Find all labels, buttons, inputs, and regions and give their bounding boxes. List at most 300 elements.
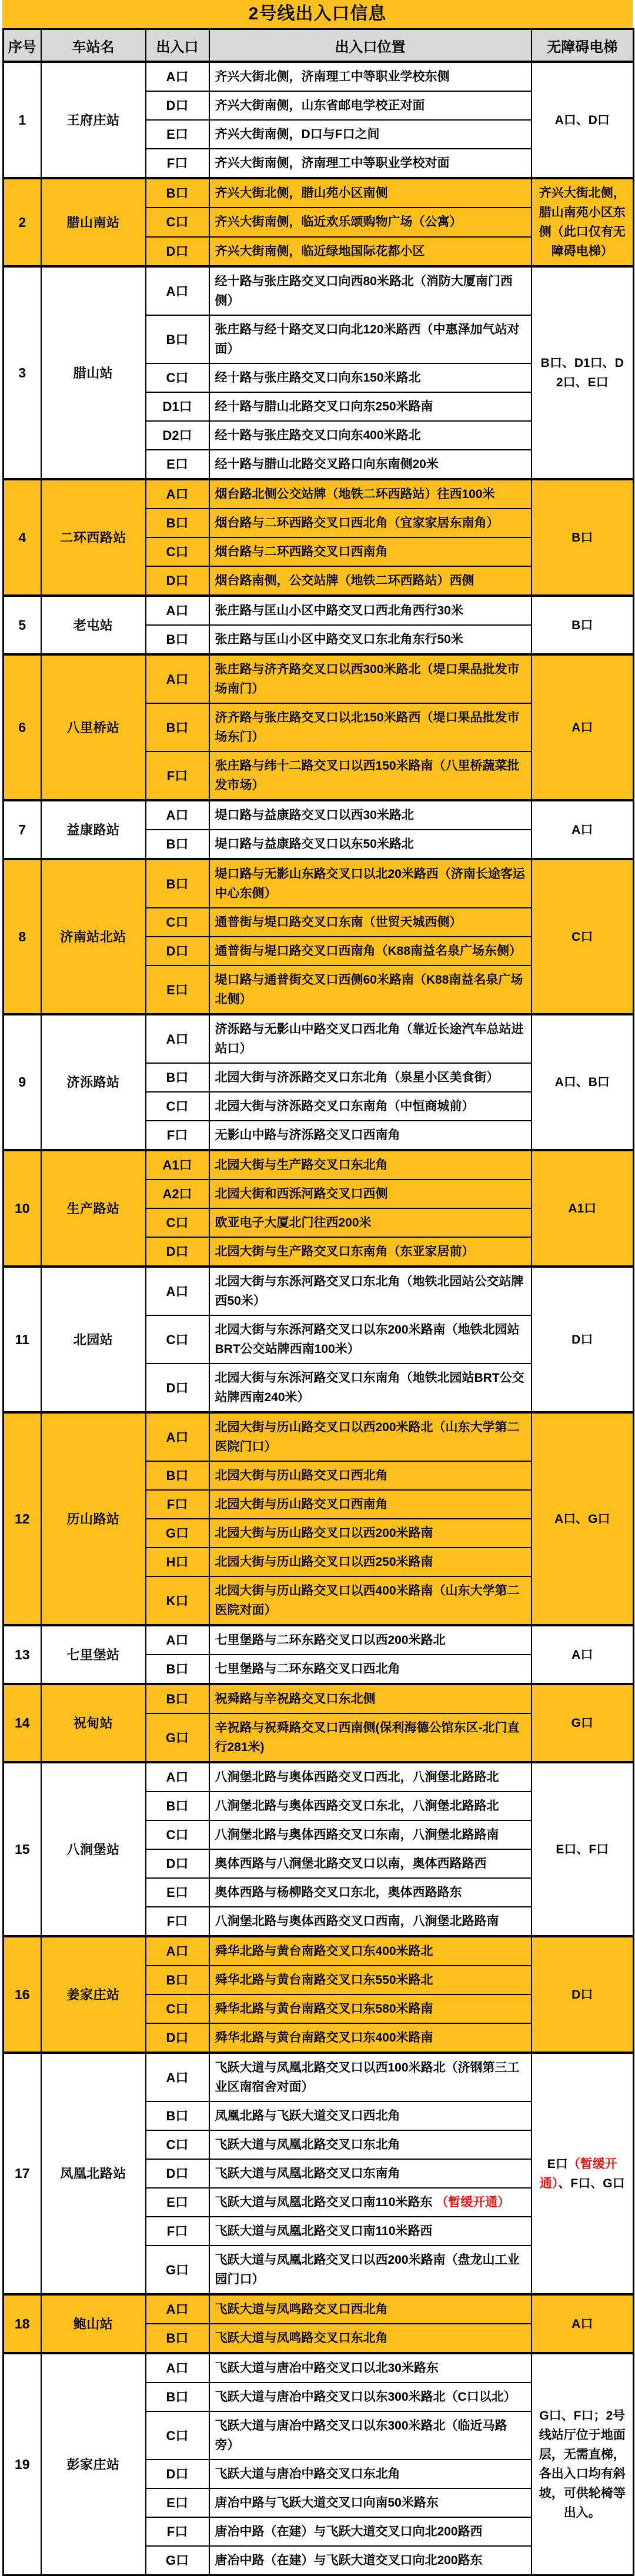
text-segment: 齐兴大街北侧，济南理工中等职业学校东侧 bbox=[215, 70, 450, 83]
location-cell bbox=[209, 2188, 532, 2217]
station-row bbox=[4, 1267, 634, 1315]
location-cell bbox=[209, 178, 532, 208]
text-segment: B口 bbox=[166, 1070, 189, 1085]
text-segment: 北园大街与历山路交叉口以西250米路南 bbox=[215, 1555, 433, 1569]
location-cell bbox=[209, 2353, 532, 2383]
gate-cell bbox=[146, 1966, 209, 1994]
gate-cell bbox=[146, 2053, 209, 2101]
text-segment: 飞跃大道与唐冶中路交叉口以东300米路北（临近马路旁） bbox=[215, 2419, 507, 2452]
text-segment: 飞跃大道与凤凰北路交叉口东北角 bbox=[215, 2138, 400, 2151]
text-segment: G口 bbox=[571, 1716, 593, 1730]
text-segment: 北园大街与历山路交叉口以西400米路南（山东大学第二医院对面） bbox=[215, 1584, 520, 1617]
location-cell bbox=[209, 363, 532, 392]
gate-cell bbox=[146, 2023, 209, 2053]
elevator-cell bbox=[532, 178, 634, 266]
gate-cell bbox=[146, 1092, 209, 1121]
text-segment: 14 bbox=[14, 1715, 30, 1730]
text-segment: 18 bbox=[14, 2316, 30, 2331]
seq-cell bbox=[4, 1936, 41, 2053]
text-segment: A口 bbox=[166, 2302, 189, 2317]
text-segment: G口 bbox=[165, 1526, 189, 1541]
text-segment: C口 bbox=[166, 2137, 189, 2152]
gate-cell bbox=[146, 1063, 209, 1092]
location-cell bbox=[209, 2546, 532, 2575]
elevator-cell bbox=[532, 2294, 634, 2353]
gate-cell bbox=[146, 2460, 209, 2488]
gate-cell bbox=[146, 908, 209, 937]
text-segment: 济泺路站 bbox=[66, 1075, 120, 1090]
gate-cell bbox=[146, 1849, 209, 1878]
text-segment: 齐兴大街南侧，山东省邮电学校正对面 bbox=[215, 99, 425, 112]
gate-cell bbox=[146, 1014, 209, 1063]
elevator-cell bbox=[532, 654, 634, 800]
location-cell bbox=[209, 1792, 532, 1820]
gate-cell bbox=[146, 2217, 209, 2246]
text-segment: D1口 bbox=[162, 399, 192, 414]
text-segment: 唐冶中路（在建）与飞跃大道交叉口向北200路东 bbox=[215, 2554, 483, 2567]
station-name-cell bbox=[41, 2053, 146, 2294]
gate-cell bbox=[146, 625, 209, 654]
text-segment: A口 bbox=[166, 283, 189, 299]
text-segment: 凤凰北路站 bbox=[60, 2166, 126, 2181]
location-cell bbox=[209, 2411, 532, 2460]
text-segment: 益康路站 bbox=[66, 822, 120, 837]
seq-cell bbox=[4, 654, 41, 800]
station-name-cell bbox=[41, 266, 146, 479]
text-segment: 北园大街和西泺河路交叉口西侧 bbox=[215, 1187, 388, 1201]
gate-cell bbox=[146, 2383, 209, 2411]
text-segment: 齐兴大街南侧，临近欢乐颂购物广场（公寓） bbox=[215, 215, 462, 229]
elevator-cell bbox=[532, 1150, 634, 1267]
station-row bbox=[4, 2053, 634, 2101]
text-segment: 15 bbox=[14, 1841, 30, 1857]
elevator-cell bbox=[532, 1684, 634, 1762]
gate-cell bbox=[146, 1820, 209, 1849]
seq-cell bbox=[4, 266, 41, 479]
line2-entrance-table bbox=[2, 28, 634, 2576]
location-cell bbox=[209, 1364, 532, 1412]
text-segment: C口 bbox=[166, 544, 189, 559]
gate-cell bbox=[146, 2517, 209, 2546]
gate-cell bbox=[146, 1490, 209, 1519]
elevator-cell bbox=[532, 62, 634, 178]
gate-cell bbox=[146, 1907, 209, 1936]
text-segment: D口 bbox=[166, 944, 189, 958]
location-cell bbox=[209, 237, 532, 266]
location-cell bbox=[209, 120, 532, 149]
station-row bbox=[4, 2294, 634, 2324]
text-segment: 飞跃大道与唐冶中路交叉口东北角 bbox=[215, 2467, 400, 2481]
text-segment: A口 bbox=[166, 1633, 189, 1648]
text-segment: 、F口、G口 bbox=[558, 2176, 625, 2190]
location-cell bbox=[209, 1121, 532, 1150]
elevator-cell bbox=[532, 1014, 634, 1150]
elevator-cell bbox=[532, 1412, 634, 1625]
gate-cell bbox=[146, 1576, 209, 1625]
seq-cell bbox=[4, 800, 41, 859]
text-segment: 历山路站 bbox=[66, 1511, 120, 1526]
text-segment: A口 bbox=[166, 1770, 189, 1785]
column-header-gate: 出入口 bbox=[146, 29, 209, 62]
seq-cell bbox=[4, 1762, 41, 1936]
location-cell bbox=[209, 1966, 532, 1994]
seq-cell bbox=[4, 1150, 41, 1267]
text-segment: B口 bbox=[166, 1799, 189, 1813]
location-cell bbox=[209, 392, 532, 421]
location-cell bbox=[209, 830, 532, 859]
elevator-cell bbox=[532, 1267, 634, 1412]
text-segment: 八涧堡北路与奥体西路交叉口西南，八涧堡北路路南 bbox=[215, 1915, 499, 1928]
location-cell bbox=[209, 654, 532, 703]
text-segment: G口 bbox=[165, 1730, 189, 1745]
location-cell bbox=[209, 509, 532, 537]
gate-cell bbox=[146, 751, 209, 800]
elevator-cell bbox=[532, 800, 634, 859]
text-segment: 飞跃大道与凤凰北路交叉口东南角 bbox=[215, 2167, 400, 2180]
gate-cell bbox=[146, 208, 209, 236]
column-header-location: 出入口位置 bbox=[209, 29, 532, 62]
text-segment: 唐冶中路与飞跃大道交叉口向南50米路东 bbox=[215, 2496, 439, 2510]
location-cell bbox=[209, 1315, 532, 1364]
gate-cell bbox=[146, 596, 209, 625]
text-segment: A口 bbox=[572, 2317, 593, 2331]
text-segment: 北园大街与东泺河路交叉口东北角（地铁北园站公交站牌西50米） bbox=[215, 1275, 524, 1308]
station-row bbox=[4, 178, 634, 208]
location-cell bbox=[209, 479, 532, 509]
text-segment: B口 bbox=[572, 530, 593, 544]
location-cell bbox=[209, 566, 532, 596]
text-segment: F口 bbox=[166, 2524, 188, 2539]
gate-cell bbox=[146, 703, 209, 751]
text-segment: 八涧堡北路与奥体西路交叉口西北，八涧堡北路路北 bbox=[215, 1770, 499, 1784]
gate-cell bbox=[146, 1548, 209, 1576]
text-segment: 老屯站 bbox=[73, 617, 113, 633]
station-row bbox=[4, 859, 634, 908]
text-segment: 彭家庄站 bbox=[66, 2457, 120, 2472]
elevator-cell bbox=[532, 1762, 634, 1936]
location-cell bbox=[209, 2324, 532, 2353]
station-row bbox=[4, 1625, 634, 1655]
location-cell bbox=[209, 421, 532, 450]
location-cell bbox=[209, 751, 532, 800]
text-segment: B口 bbox=[166, 1468, 189, 1483]
header-row bbox=[4, 29, 634, 62]
location-cell bbox=[209, 1820, 532, 1849]
gate-cell bbox=[146, 830, 209, 859]
text-segment: A口 bbox=[166, 1031, 189, 1047]
location-cell bbox=[209, 2053, 532, 2101]
gate-cell bbox=[146, 2159, 209, 2188]
location-cell bbox=[209, 1519, 532, 1548]
text-segment: 奥体西路与八涧堡北路交叉口以南，奥体西路路西 bbox=[215, 1857, 487, 1870]
location-cell bbox=[209, 1412, 532, 1461]
text-segment: 飞跃大道与唐冶中路交叉口以东300米路北（C口以北） bbox=[215, 2390, 516, 2404]
page-title: 2号线出入口信息 bbox=[2, 0, 633, 28]
location-cell bbox=[209, 450, 532, 479]
text-segment: 欧亚电子大厦北门往西200米 bbox=[215, 1216, 372, 1229]
location-cell bbox=[209, 1576, 532, 1625]
seq-cell bbox=[4, 2353, 41, 2575]
text-segment: F口 bbox=[166, 2224, 188, 2238]
text-segment: 烟台路与二环西路交叉口西北角（宜家家居东南角） bbox=[215, 516, 499, 530]
station-row bbox=[4, 1014, 634, 1063]
text-segment: 17 bbox=[14, 2166, 30, 2181]
text-segment: 齐兴大街南侧，临近绿地国际花都小区 bbox=[215, 244, 425, 258]
text-segment: 张庄路与匡山小区中路交叉口东北角东行50米 bbox=[215, 633, 463, 646]
gate-cell bbox=[146, 1208, 209, 1237]
gate-cell bbox=[146, 1762, 209, 1792]
sheet bbox=[2, 0, 633, 2576]
text-segment: 烟台路与二环西路交叉口西南角 bbox=[215, 545, 388, 559]
text-segment: 北园大街与东泺河路交叉口以东200米路南（地铁北园站BRT公交站牌西南100米） bbox=[215, 1323, 520, 1356]
text-segment: 祝舜路与辛祝路交叉口东北侧 bbox=[215, 1692, 376, 1706]
gate-cell bbox=[146, 965, 209, 1014]
text-segment: 9 bbox=[18, 1074, 26, 1090]
text-segment: B口 bbox=[572, 618, 593, 632]
text-segment: 5 bbox=[18, 617, 26, 633]
text-segment: 16 bbox=[14, 1986, 30, 2002]
text-segment: 飞跃大道与凤凰北路交叉口以西100米路北（济钢第三工业区南宿舍对面） bbox=[215, 2061, 520, 2094]
location-cell bbox=[209, 1092, 532, 1121]
location-cell bbox=[209, 1208, 532, 1237]
gate-cell bbox=[146, 363, 209, 392]
elevator-cell bbox=[532, 596, 634, 654]
elevator-cell bbox=[532, 1625, 634, 1684]
seq-cell bbox=[4, 1684, 41, 1762]
text-segment: C口 bbox=[166, 1332, 189, 1347]
station-name-cell bbox=[41, 859, 146, 1014]
text-segment: 北园大街与历山路交叉口西南角 bbox=[215, 1498, 388, 1511]
text-segment: D口 bbox=[166, 2030, 189, 2045]
station-name-cell bbox=[41, 1936, 146, 2053]
station-name-cell bbox=[41, 479, 146, 596]
text-segment: F口 bbox=[166, 1914, 188, 1929]
text-segment: A口 bbox=[572, 1648, 593, 1662]
text-segment: C口 bbox=[166, 215, 189, 230]
elevator-cell bbox=[532, 479, 634, 596]
text-segment: B口 bbox=[166, 876, 189, 891]
gate-cell bbox=[146, 1713, 209, 1762]
gate-cell bbox=[146, 1625, 209, 1655]
text-segment: B口 bbox=[166, 1973, 189, 1987]
text-segment: 8 bbox=[18, 928, 26, 944]
station-name-cell bbox=[41, 1412, 146, 1625]
text-segment: C口 bbox=[166, 2428, 189, 2443]
text-segment: 经十路与腊山北路交叉路口向东南侧20米 bbox=[215, 457, 439, 471]
text-segment: A口 bbox=[166, 671, 189, 687]
text-segment: A口 bbox=[166, 808, 189, 823]
gate-cell bbox=[146, 2546, 209, 2575]
text-segment: 烟台路北侧公交站牌（地铁二环西路站）往西100米 bbox=[215, 487, 495, 501]
text-segment: A口 bbox=[166, 487, 189, 502]
gate-cell bbox=[146, 1461, 209, 1490]
location-cell bbox=[209, 965, 532, 1014]
text-segment: 经十路与张庄路交叉口向东150米路北 bbox=[215, 371, 421, 385]
text-segment: 七里堡站 bbox=[66, 1647, 120, 1662]
text-segment: C口 bbox=[166, 1827, 189, 1842]
location-cell bbox=[209, 2130, 532, 2159]
gate-cell bbox=[146, 2488, 209, 2517]
text-segment: B口 bbox=[166, 1692, 189, 1706]
station-name-cell bbox=[41, 1762, 146, 1936]
text-segment: F口 bbox=[166, 1497, 188, 1512]
text-segment: 6 bbox=[18, 719, 26, 735]
elevator-cell bbox=[532, 2353, 634, 2575]
text-segment: 辛祝路与祝舜路交叉口西南侧(保利海德公馆东区-北门直行281米) bbox=[215, 1721, 520, 1754]
text-segment: A口 bbox=[166, 1284, 189, 1299]
gate-cell bbox=[146, 178, 209, 208]
text-segment: E口 bbox=[166, 127, 188, 142]
station-row bbox=[4, 1412, 634, 1461]
station-name-cell bbox=[41, 1014, 146, 1150]
text-segment: 堤口路与益康路交叉口以西30米路北 bbox=[215, 808, 414, 822]
station-row bbox=[4, 479, 634, 509]
text-segment: 经十路与张庄路交叉口向西80米路北（消防大厦南门西侧） bbox=[215, 275, 513, 308]
text-segment: E口 bbox=[166, 2495, 188, 2510]
text-segment: 经十路与腊山北路交叉口向东250米路南 bbox=[215, 400, 433, 413]
seq-cell bbox=[4, 596, 41, 654]
gate-cell bbox=[146, 2411, 209, 2460]
column-header-seq: 序号 bbox=[4, 29, 41, 62]
text-segment: 堤口路与通普街交叉口西侧60米路南（K88南益名泉广场北侧） bbox=[215, 973, 523, 1006]
location-cell bbox=[209, 2217, 532, 2246]
text-segment: 腊山南站 bbox=[66, 215, 120, 230]
text-segment: F口 bbox=[166, 156, 188, 171]
text-segment: D口 bbox=[166, 573, 189, 588]
station-row bbox=[4, 1762, 634, 1792]
text-segment: C口 bbox=[166, 915, 189, 930]
gate-cell bbox=[146, 1180, 209, 1208]
text-segment: 飞跃大道与唐冶中路交叉口以北30米路东 bbox=[215, 2361, 439, 2375]
text-segment: A口 bbox=[166, 2070, 189, 2085]
text-segment: 北园大街与东泺河路交叉口东南角（地铁北园站BRT公交站牌西南240米） bbox=[215, 1371, 524, 1404]
text-segment: 张庄路与济齐路交叉口以西300米路北（堤口果品批发市场南门） bbox=[215, 663, 520, 696]
text-segment: 经十路与张庄路交叉口向东400米路北 bbox=[215, 429, 421, 442]
text-segment: A口 bbox=[166, 2361, 189, 2375]
text-segment: E口 bbox=[547, 2157, 568, 2171]
text-segment: A1口 bbox=[162, 1158, 192, 1172]
text-segment: 北园大街与生产路交叉口东南角（东亚家居前） bbox=[215, 1245, 474, 1258]
gate-cell bbox=[146, 1315, 209, 1364]
text-segment: B口 bbox=[166, 2109, 189, 2123]
text-segment: 12 bbox=[14, 1511, 30, 1526]
location-cell bbox=[209, 859, 532, 908]
text-segment: C口 bbox=[166, 1215, 189, 1230]
elevator-cell bbox=[532, 859, 634, 1014]
seq-cell bbox=[4, 859, 41, 1014]
gate-cell bbox=[146, 1150, 209, 1180]
text-segment: 姜家庄站 bbox=[66, 1987, 120, 2002]
text-segment: 张庄路与经十路交叉口向北120米路西（中惠泽加气站对面） bbox=[215, 323, 520, 356]
station-name-cell bbox=[41, 1267, 146, 1412]
text-segment: 八涧堡北路与奥体西路交叉口东南，八涧堡北路路南 bbox=[215, 1828, 499, 1842]
location-cell bbox=[209, 1180, 532, 1208]
gate-cell bbox=[146, 800, 209, 830]
text-segment: B口、D1口、D2口、E口 bbox=[540, 356, 624, 389]
text-segment: D口 bbox=[166, 1380, 189, 1395]
gate-cell bbox=[146, 421, 209, 450]
location-cell bbox=[209, 266, 532, 315]
station-name-cell bbox=[41, 2353, 146, 2575]
gate-cell bbox=[146, 1519, 209, 1548]
text-segment: B口 bbox=[166, 332, 189, 347]
text-segment: A2口 bbox=[162, 1187, 192, 1201]
text-segment: B口 bbox=[166, 516, 189, 530]
station-row bbox=[4, 654, 634, 703]
text-segment: E口、F口 bbox=[556, 1842, 609, 1856]
text-segment: 唐冶中路（在建）与飞跃大道交叉口向北200路西 bbox=[215, 2525, 483, 2538]
location-cell bbox=[209, 1849, 532, 1878]
station-row bbox=[4, 1150, 634, 1180]
text-segment: 7 bbox=[18, 821, 26, 837]
gate-cell bbox=[146, 937, 209, 965]
text-segment: 飞跃大道与凤凰北路交叉口南110米路西 bbox=[215, 2224, 433, 2238]
text-segment: 北园大街与历山路交叉口以西200米路南 bbox=[215, 1526, 433, 1540]
text-segment: D口 bbox=[166, 98, 189, 113]
text-segment: 张庄路与匡山小区中路交叉口西北角西行30米 bbox=[215, 604, 463, 617]
station-name-cell bbox=[41, 1150, 146, 1267]
table-header bbox=[4, 29, 634, 62]
table-body bbox=[4, 62, 634, 2575]
gate-cell bbox=[146, 1994, 209, 2023]
text-segment: 13 bbox=[14, 1646, 30, 1662]
text-segment: 齐兴大街北侧，腊山南苑小区东侧（此口仅有无障碍电梯） bbox=[539, 186, 626, 258]
text-segment: 齐兴大街北侧，腊山苑小区南侧 bbox=[215, 186, 388, 201]
text-segment: K口 bbox=[166, 1593, 189, 1608]
text-segment: 堤口路与无影山东路交叉口以北20米路西（济南长途客运中心东侧） bbox=[215, 867, 525, 900]
location-cell bbox=[209, 703, 532, 751]
text-segment: 北园大街与历山路交叉口以西200米路北（山东大学第二医院门口） bbox=[215, 1421, 520, 1454]
location-cell bbox=[209, 537, 532, 566]
text-segment: H口 bbox=[166, 1555, 189, 1569]
text-segment: 舜华北路与黄台南路交叉口东400米路北 bbox=[215, 1944, 433, 1958]
text-segment: 飞跃大道与凤鸣路交叉口东北角 bbox=[215, 2331, 388, 2345]
text-segment: C口 bbox=[166, 2002, 189, 2016]
location-cell bbox=[209, 2517, 532, 2546]
location-cell bbox=[209, 1655, 532, 1684]
gate-cell bbox=[146, 2324, 209, 2353]
text-segment: 七里堡路与二环东路交叉口西北角 bbox=[215, 1662, 400, 1676]
gate-cell bbox=[146, 120, 209, 149]
text-segment: A1口 bbox=[568, 1201, 597, 1215]
text-segment: 11 bbox=[15, 1331, 29, 1347]
text-segment: 济齐路与张庄路交叉口以北150米路西（堤口果品批发市场东门） bbox=[215, 711, 520, 744]
location-cell bbox=[209, 2294, 532, 2324]
location-cell bbox=[209, 2246, 532, 2294]
gate-cell bbox=[146, 1267, 209, 1315]
text-segment: 生产路站 bbox=[66, 1201, 120, 1216]
station-name-cell bbox=[41, 1625, 146, 1684]
text-segment: A口、D口 bbox=[554, 113, 610, 127]
text-segment: G口 bbox=[165, 2262, 189, 2277]
text-segment: 七里堡路与二环东路交叉口以西200米路北 bbox=[215, 1633, 446, 1647]
location-cell bbox=[209, 1936, 532, 1966]
text-segment: 1 bbox=[18, 112, 26, 128]
text-segment: D口 bbox=[166, 2467, 189, 2481]
gate-cell bbox=[146, 859, 209, 908]
station-row bbox=[4, 800, 634, 830]
text-segment: 烟台路南侧，公交站牌（地铁二环西路站）西侧 bbox=[215, 574, 474, 587]
text-segment: 济南站北站 bbox=[60, 929, 126, 944]
text-segment: A口 bbox=[166, 69, 189, 84]
gate-cell bbox=[146, 1792, 209, 1820]
column-header-station: 车站名 bbox=[41, 29, 146, 62]
seq-cell bbox=[4, 2053, 41, 2294]
text-segment: 飞跃大道与凤凰北路交叉口南110米路东 bbox=[215, 2196, 436, 2209]
seq-cell bbox=[4, 1625, 41, 1684]
text-segment: 3 bbox=[18, 365, 26, 380]
text-segment: B口 bbox=[166, 837, 189, 851]
